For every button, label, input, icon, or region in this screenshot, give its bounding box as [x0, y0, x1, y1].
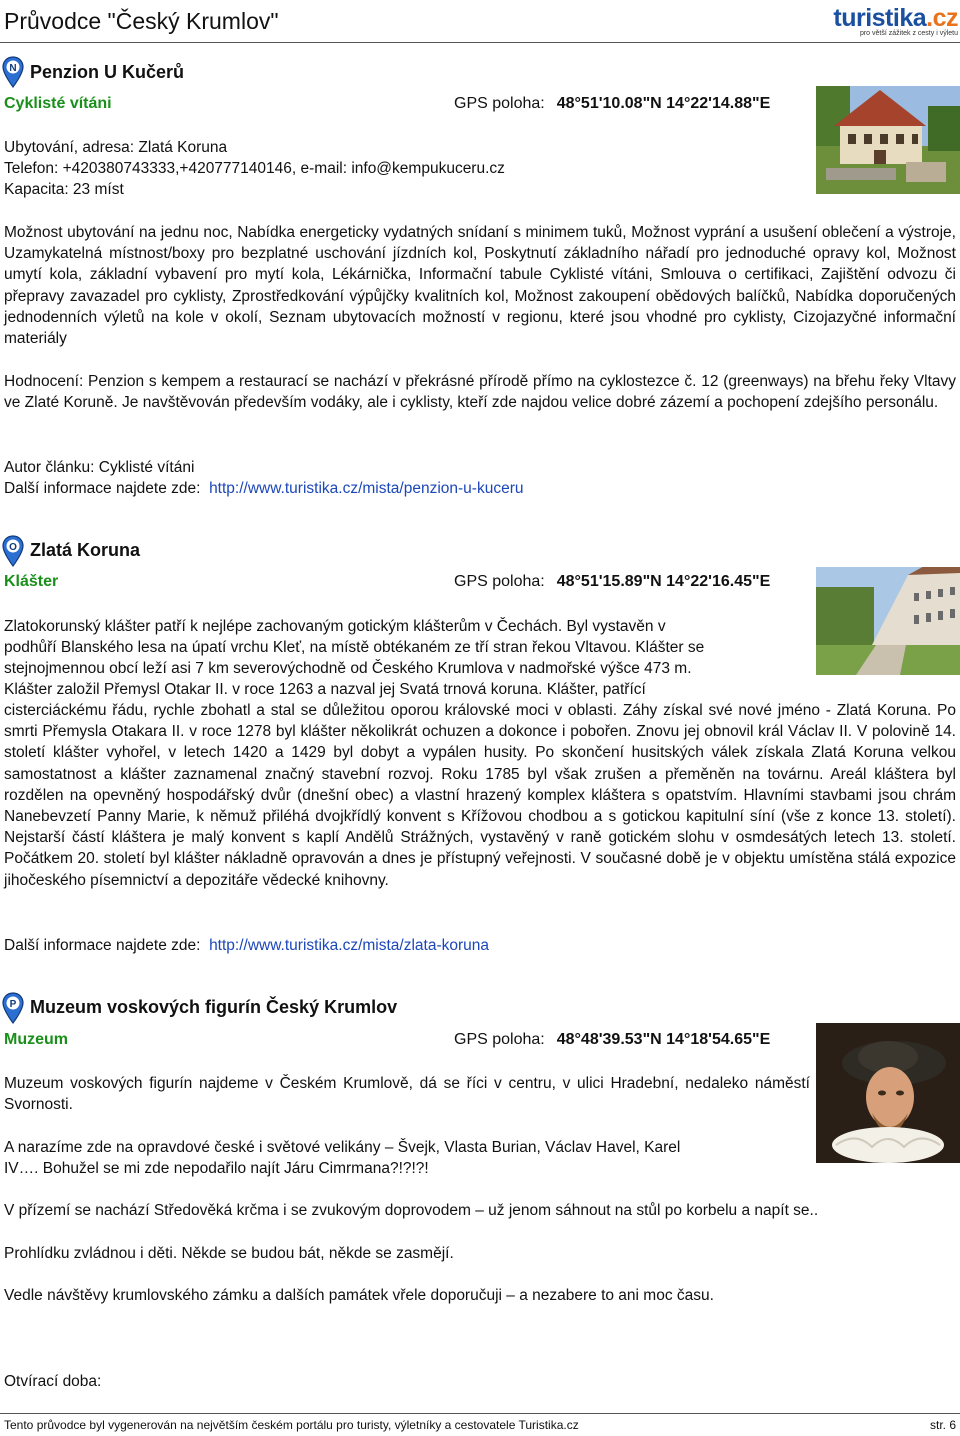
place-paragraph: V přízemí se nachází Středověká krčma i se zvukovým doprovodem – už jenom sáhnout na stůl po korbelu a napít se..: [4, 1202, 819, 1219]
place-paragraph: Vedle návštěvy krumlovského zámku a dalších památek vřele doporučuji – a nezabere to ani moc času.: [4, 1287, 714, 1304]
place-category: Cyklisté vítáni: [4, 95, 112, 112]
more-info-label: Další informace najdete zde:: [4, 480, 201, 497]
place-paragraph-line: IV…. Bohužel se mi zde nepodařilo najít Járu Cimrmana?!?!?!: [4, 1160, 429, 1177]
article-author: Autor článku: Cyklisté vítáni: [4, 459, 195, 476]
header-divider: [0, 42, 960, 43]
place-text-line: Zlatokorunský klášter patří k nejlépe zachovaným gotickým klášterům v Čechách. Byl vystavěn v: [4, 618, 666, 635]
svg-text:N: N: [9, 63, 17, 74]
wax-figure-photo: [816, 1023, 960, 1163]
place-category: Muzeum: [4, 1031, 68, 1048]
guide-title: Průvodce "Český Krumlov": [4, 8, 279, 34]
place-text-line: stejnojmennou obcí leží asi 7 km severovýchodně od Českého Krumlova v nadmořské výšce 473 m.: [4, 660, 692, 677]
more-info: [4, 478, 523, 499]
place-title: Muzeum voskových figurín Český Krumlov: [30, 997, 398, 1017]
footer-divider: [0, 1413, 960, 1414]
place-description: cisterciáckému řádu, rychle zbohatl a stal se důležitou oporou královské moci v oblasti. Záhy získal své nové jméno - Zlatá Koruna. Po smrti Přemysla Otakara II. v roce 1278 byl klášter několikrát ochuzen a dokonce i pobořen. Znovu jej obnovil král Václav II. V polovině 14. století klášter vyhořel, v letech 1420 a 1429 byl dobyt a vypálen husity. Po skončení husitských válek získala Zlatá Koruna velkou samostatnost a klášter zaznamenal značný stavební rozvoj. Roku 1785 byl však zrušen a přeměněn na továrnu. Areál kláštera byl rozdělen na opevněný hospodářský dvůr (dnešní obec) a vlastní hrazený komplex kláštera s opatstvím. Hlavními stavbami jsou chrám Nanebevzetí Panny Marie, k němuž přiléhá dvojkřídlý konvent s Křížovou chodbou a s gotickou kapitulní síní (vše z konce 13. století). Nejstarší částí kláštera je malý konvent s kaplí Andělů Strážných, vystavěný v raně gotickém slohu v osmdesátých letech 13. století. Počátkem 20. století byl klášter nákladně opravován a dnes je přístupný veřejnosti. V současné době je v objektu umístěna stálá expozice jihočeského písemnictví a depozitáře vědecké knihovny.: [4, 702, 956, 889]
place-amenities: Možnost ubytování na jednu noc, Nabídka energeticky vydatných snídaní s minimem tuků, Možnost vyprání a usušení oblečení a výstroje, Uzamykatelná místnost/boxy pro bezplatné uschování jízdních kol, Poskytnutí základního nářadí pro jednoduché opravy kol, Možnost umytí kola, základní vybavení pro mytí kola, Lékárnička, Informační tabule Cyklisté vítáni, Smlouva o certifikaci, Zajištění odvozu či přepravy zavazadel pro cyklisty, Zprostředkování výpůjčky kvalitních kol, Možnost zakoupení obědových balíčků, Nabídka doporučených jednodenních výletů na kole v okolí, Seznam ubytovacích možností v regionu, které jsou vhodné pro cyklisty, Cizojazyčné informační materiály: [4, 224, 956, 348]
footer-text: Tento průvodce byl vygenerován na největším českém portálu pro turisty, výletníky a cestovatele Turistika.cz: [4, 1418, 579, 1432]
place-phone: Telefon: +420380743333,+420777140146, e-mail: info@kempukuceru.cz: [4, 160, 505, 177]
opening-hours-label: Otvírací doba:: [4, 1373, 102, 1390]
gps-value: 48°48'39.53"N 14°18'54.65"E: [556, 1031, 771, 1048]
svg-text:P: P: [9, 999, 17, 1010]
map-pin-icon: [2, 56, 24, 88]
place-title: Zlatá Koruna: [30, 540, 141, 560]
place-title: Penzion U Kučerů: [30, 62, 185, 82]
monastery-photo: [816, 567, 960, 675]
gps-position: [454, 573, 770, 591]
gps-label: GPS poloha:: [454, 573, 545, 590]
svg-text:O: O: [9, 542, 17, 553]
gps-position: [454, 1031, 770, 1049]
page-number: str. 6: [929, 1418, 956, 1432]
gps-label: GPS poloha:: [454, 1031, 545, 1048]
more-info-link[interactable]: http://www.turistika.cz/mista/penzion-u-kuceru: [209, 480, 524, 497]
gps-position: [454, 95, 770, 113]
penzion-photo: [816, 86, 960, 194]
map-pin-icon: [2, 535, 24, 567]
turistika-logo[interactable]: [833, 4, 958, 40]
place-text-line: Klášter založil Přemysl Otakar II. v roce 1263 a nazval jej Svatá trnová koruna. Klášter, patřící: [4, 681, 646, 698]
page-header: [0, 0, 960, 46]
map-pin-icon: [2, 992, 24, 1024]
place-paragraph-line: A narazíme zde na opravdové české i světové velikány – Švejk, Vlasta Burian, Václav Havel, Karel: [4, 1139, 681, 1156]
place-paragraph: Muzeum voskových figurín najdeme v Českém Krumlově, dá se říci v centru, v ulici Hradební, nedaleko náměstí Svornosti.: [4, 1075, 810, 1114]
gps-value: 48°51'10.08"N 14°22'14.88"E: [556, 95, 771, 112]
more-info-link[interactable]: http://www.turistika.cz/mista/zlata-koruna: [209, 937, 490, 954]
place-category: Klášter: [4, 573, 59, 590]
more-info: [4, 935, 489, 956]
gps-value: 48°51'15.89"N 14°22'16.45"E: [556, 573, 771, 590]
place-paragraph: Prohlídku zvládnou i děti. Někde se budou bát, někde se zasmějí.: [4, 1245, 454, 1262]
logo-tagline: pro větší zážitek z cesty i výletu: [859, 30, 958, 37]
gps-label: GPS poloha:: [454, 95, 545, 112]
place-text-line: podhůří Blanského lesa na úpatí vrchu Kleť, na místě obtékaném ze tří stran řekou Vltavou. Klášter se: [4, 639, 705, 656]
place-capacity: Kapacita: 23 míst: [4, 181, 124, 198]
logo-main: turistika: [833, 4, 927, 32]
more-info-label: Další informace najdete zde:: [4, 937, 201, 954]
logo-suffix: .cz: [926, 4, 958, 32]
place-address: Ubytování, adresa: Zlatá Koruna: [4, 139, 228, 156]
place-rating: Hodnocení: Penzion s kempem a restaurací se nachází v překrásné přírodě přímo na cyklostezce č. 12 (greenways) na břehu řeky Vltavy ve Zlaté Koruně. Je navštěvován především vodáky, ale i cyklisty, kteří zde najdou velice dobré zázemí a pochopení zdejšího personálu.: [4, 373, 956, 412]
